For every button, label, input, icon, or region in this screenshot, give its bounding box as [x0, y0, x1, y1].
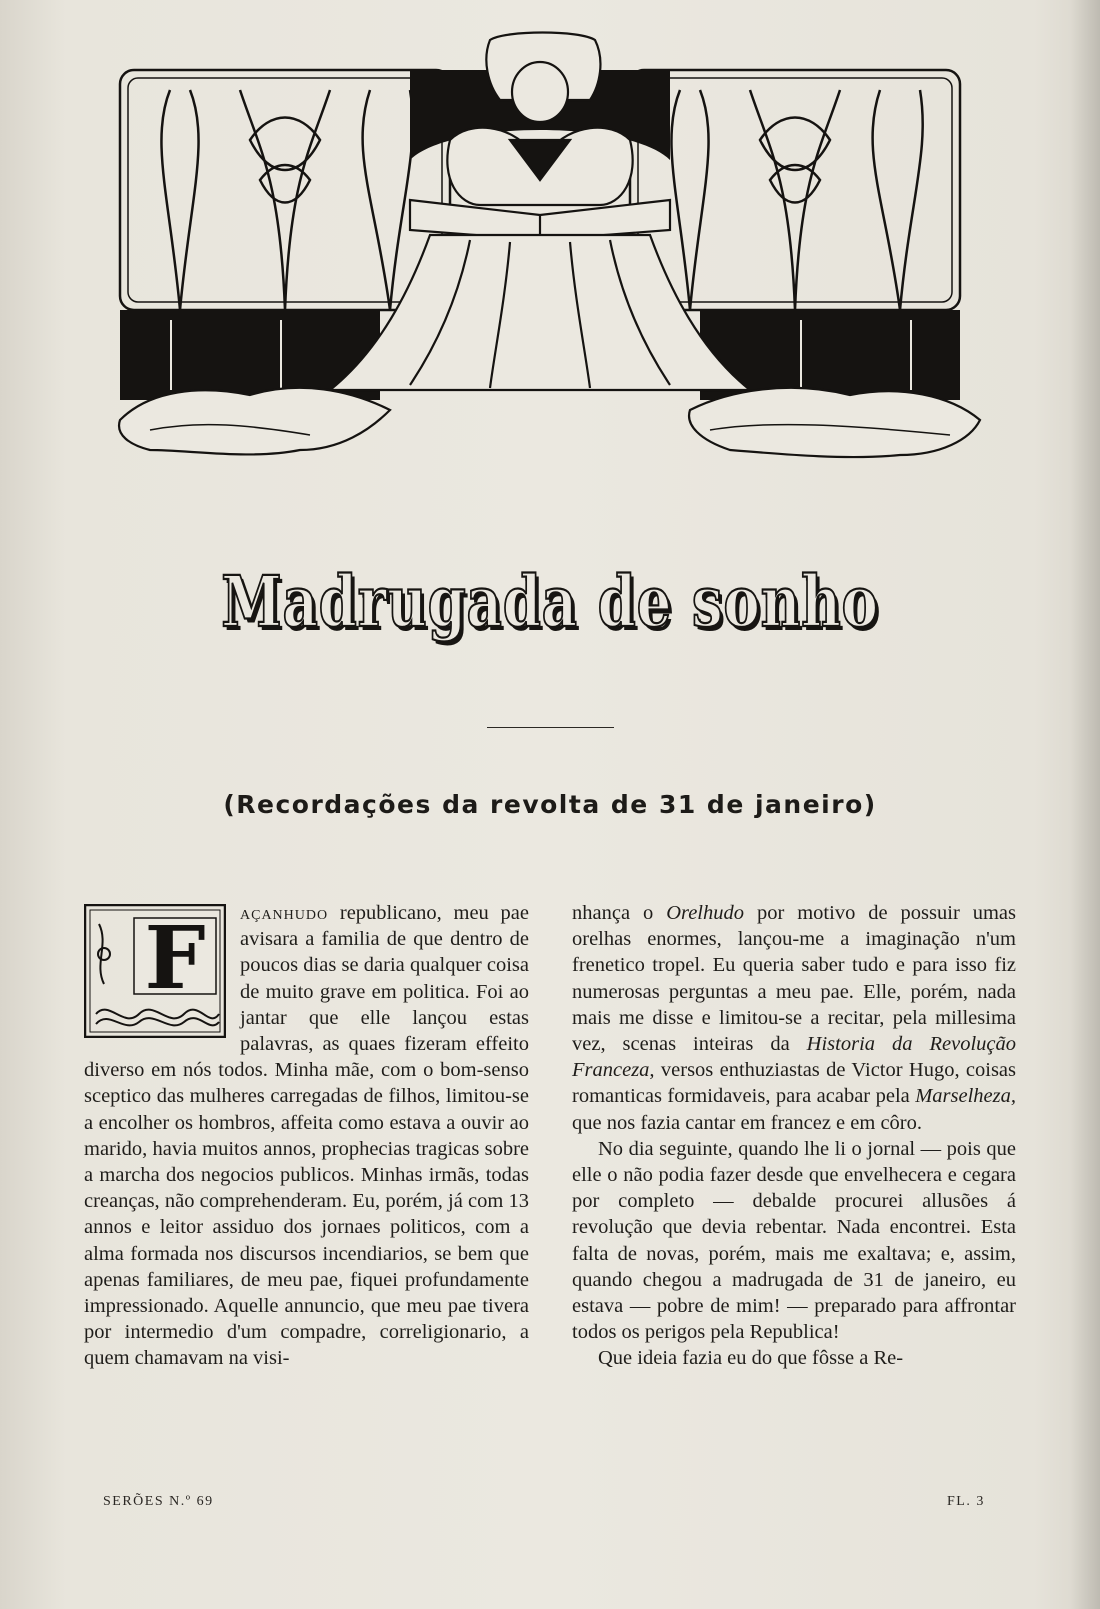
text-run: que nos fazia cantar em francez e em côro.	[572, 1111, 923, 1134]
italic-run: Marselheza,	[915, 1085, 1016, 1108]
right-paragraph-1	[572, 900, 1016, 1136]
italic-run: Orelhudo	[666, 902, 745, 924]
right-paragraph-2: No dia seguinte, quando lhe li o jornal — pois que elle o não podia fazer desde que envelhecera e cegara por completo — debalde procurei allusões á revolução que devia rebentar. Nada encontrei. Esta falta de novas, porém, mais me exaltava; e, assim, quando chegou a madrugada de 31 de janeiro, eu estava — pobre de mim! — preparado para affrontar todos os perigos pela Republica!	[572, 1137, 1016, 1344]
header-illustration	[110, 30, 1000, 480]
text-run: por motivo de possuir umas orelhas enormes, lançou-me a imaginação n'um frenetico tropel. Eu queria saber tudo e para isso fiz numerosas perguntas a meu pae. Elle, porém, nada mais me disse e limitou-se a recitar, pela millesima vez, scenas inteiras da	[572, 902, 1016, 1056]
text-column-left	[84, 900, 529, 1475]
dropcap-letter: F	[144, 908, 206, 1009]
footer-issue: SERÕES N.º 69	[103, 1494, 214, 1509]
right-paragraph-3: Que ideia fazia eu do que fôsse a Re-	[598, 1347, 904, 1370]
footer-sheet: FL. 3	[947, 1494, 985, 1509]
text-run: versos enthuziastas de Victor Hugo, coisas romanticas formidaveis, para acabar pela	[572, 1059, 1016, 1108]
italic-run: Historia da Revolução Franceza,	[572, 1033, 1016, 1082]
title-divider	[487, 727, 614, 728]
text-column-right	[572, 900, 1016, 1372]
dropcap-ornament	[84, 904, 226, 1038]
lead-smallcaps: açanhudo	[240, 902, 329, 924]
left-paragraph-text: republicano, meu pae avisara a familia de que dentro de poucos dias se daria qualquer coisa de muito grave em politica. Foi ao jantar que elle lançou estas palavras, as quaes fizeram effeito diverso em nós todos. Minha mãe, com o bom-senso sceptico das mulheres carregadas de filhos, limitou-se a encolher os hombros, affeita como estava a ouvir ao marido, havia muitos annos, prophecias tragicas sobre a marcha dos negocios publicos. Minhas irmãs, todas creanças, não comprehenderam. Eu, porém, já com 13 annos e leitor assiduo dos jornaes politicos, com a alma formada nos discursos incendiarios, se bem que apenas familiares, de meu pae, fiquei profundamente impressionado. Aquelle annuncio, que meu pae tivera por intermedio d'um compadre, correligionario, a quem chamavam na visi-	[84, 902, 529, 1370]
text-run: nhança o	[572, 902, 667, 924]
article-subtitle: (Recordações da revolta de 31 de janeiro)	[223, 790, 877, 819]
article-title: Madrugada de sonho	[221, 560, 879, 643]
